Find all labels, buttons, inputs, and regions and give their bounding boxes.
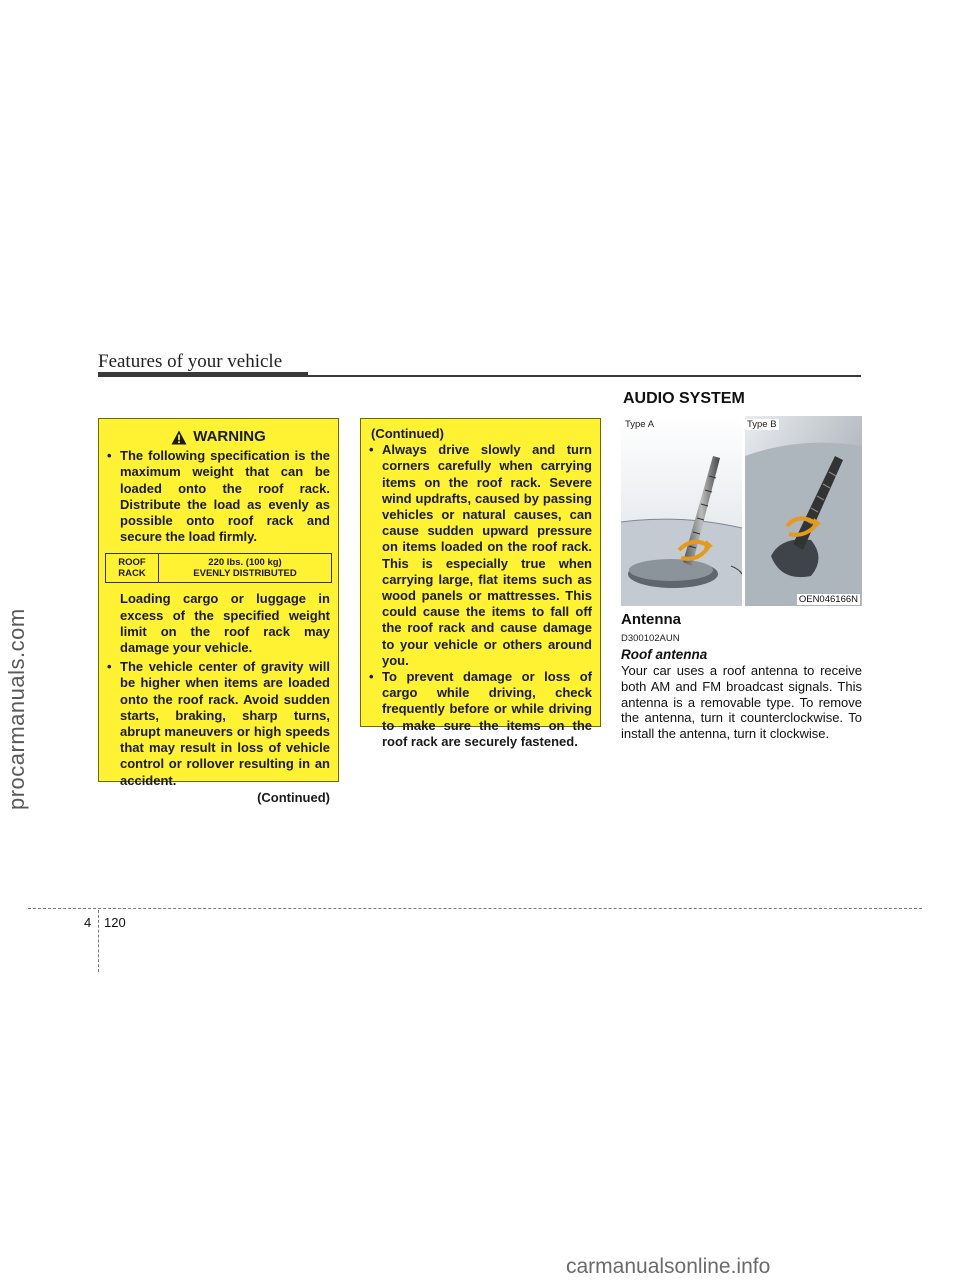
spec-cell-value-line2: EVENLY DISTRIBUTED: [193, 568, 297, 580]
warning-heading-text: WARNING: [193, 428, 266, 445]
section-title: AUDIO SYSTEM: [623, 390, 745, 407]
antenna-code: D300102AUN: [621, 633, 680, 644]
roof-antenna-heading: Roof antenna: [621, 647, 708, 662]
figure-label-type-b: Type B: [747, 419, 777, 430]
spec-cell-label-line2: RACK: [118, 568, 146, 580]
continued-bullet-2: • To prevent damage or loss of cargo while driving, check frequently before or while driving to make sure the items on the roof rack are securely fastened.: [369, 669, 592, 750]
spec-table: [105, 553, 332, 583]
antenna-body-text: Your car uses a roof antenna to receive both AM and FM broadcast signals. This antenna is a removable type. To remove the antenna, turn it counterclockwise. To install the antenna, turn it clockwise.: [621, 663, 862, 742]
warning-heading: [107, 429, 330, 445]
watermark-bottom: carmanualsonline.info: [566, 1255, 771, 1278]
warning-continued: (Continued): [257, 789, 330, 805]
continued-bullet-1: • Always drive slowly and turn corners carefully when carrying items on the roof rack. Severe wind updrafts, caused by passing vehicles or natural causes, can cause sudden upward pressure on items loaded on the roof rack. This is especially true when carrying large, flat items such as wood panels or mattresses. This could cause the items to fall off the roof rack and cause damage to your vehicle or others around you.: [369, 442, 592, 669]
warning-paragraph: Loading cargo or luggage in excess of the specified weight limit on the roof rack may damage your vehicle.: [120, 591, 330, 656]
figure-code: OEN046166N: [798, 594, 858, 605]
footer-rule: [28, 908, 922, 909]
spec-cell-value: [159, 554, 331, 582]
header-rule-thick: [98, 372, 308, 377]
warning-triangle-icon: [171, 430, 187, 445]
spec-cell-value-line1: 220 lbs. (100 kg): [208, 557, 282, 569]
header-rule-thin: [308, 375, 861, 377]
spec-cell-label: [106, 554, 159, 582]
antenna-figure: [621, 416, 862, 606]
antenna-illustration: [621, 416, 862, 606]
spec-cell-label-line1: ROOF: [118, 557, 146, 569]
warning-bullet-2: • The vehicle center of gravity will be higher when items are loaded onto the roof rack. Avoid sudden starts, braking, sharp turns, abrupt maneuvers or high speeds that may result in loss of vehicle control or rollover resulting in an accident.: [107, 659, 330, 789]
watermark-side: procarmanuals.com: [4, 608, 29, 810]
warning-box: [98, 418, 339, 805]
chapter-number: 4: [84, 915, 92, 930]
figure-label-type-a: Type A: [625, 419, 655, 430]
page-number: 120: [104, 915, 126, 930]
continued-box: [360, 418, 601, 749]
warning-bullet-1: • The following specification is the maximum weight that can be loaded onto the roof rack. Distribute the load as evenly as possible onto roof rack and secure the load firmly.: [107, 448, 330, 545]
page-header-title: Features of your vehicle: [98, 351, 283, 372]
continued-heading: (Continued): [371, 426, 444, 441]
footer-vertical-rule: [98, 910, 99, 972]
antenna-subhead: Antenna: [621, 611, 681, 628]
